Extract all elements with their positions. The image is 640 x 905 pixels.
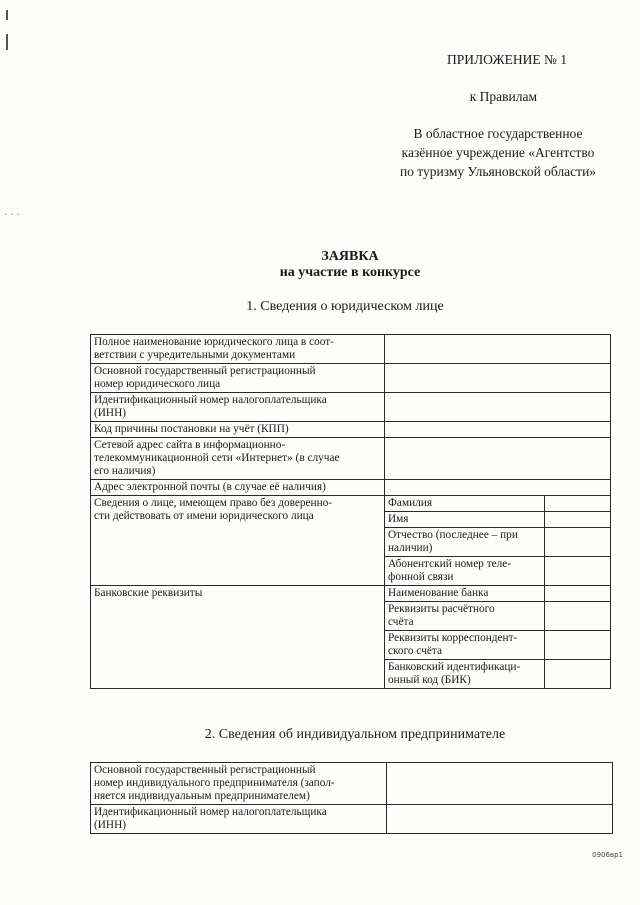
scan-dots: · · · <box>4 210 20 221</box>
table-row <box>91 496 611 512</box>
label-bik: Банковский идентификаци- онный код (БИК) <box>385 660 545 689</box>
label-bank-name: Наименование банка <box>385 586 545 602</box>
input-kpp[interactable] <box>385 422 611 438</box>
table-row <box>91 364 611 393</box>
table-row <box>91 335 611 364</box>
label-ogrnip: Основной государственный регистрационный номер индивидуального предпринимателя (запол- няется индивидуальным предпринимателем) <box>91 763 387 805</box>
input-name[interactable] <box>545 512 611 528</box>
table-row <box>91 393 611 422</box>
input-settlement-account[interactable] <box>545 602 611 631</box>
addressee-line-1: В областное государственное <box>413 126 583 141</box>
input-inn[interactable] <box>385 393 611 422</box>
label-bank: Банковские реквизиты <box>91 586 385 689</box>
label-settlement-account: Реквизиты расчётного счёта <box>385 602 545 631</box>
input-website[interactable] <box>385 438 611 480</box>
label-inn: Идентификационный номер налогоплательщика (ИНН) <box>91 393 385 422</box>
input-surname[interactable] <box>545 496 611 512</box>
input-email[interactable] <box>385 480 611 496</box>
label-representative: Сведения о лице, имеющем право без доверенно- сти действовать от имени юридического лица <box>91 496 385 586</box>
label-phone: Абонентский номер теле- фонной связи <box>385 557 545 586</box>
addressee <box>380 124 616 181</box>
label-name: Имя <box>385 512 545 528</box>
footer-code: 0906вр1 <box>592 851 623 859</box>
table-row <box>91 438 611 480</box>
legal-entity-table <box>90 334 611 689</box>
input-phone[interactable] <box>545 557 611 586</box>
input-ip-inn[interactable] <box>387 805 613 834</box>
document-subtitle: на участие в конкурсе <box>279 265 421 280</box>
table-row <box>91 480 611 496</box>
input-bik[interactable] <box>545 660 611 689</box>
addressee-line-3: по туризму Ульяновской области» <box>399 164 597 179</box>
scan-mark-top <box>6 10 8 20</box>
table-row <box>91 763 613 805</box>
label-correspondent-account: Реквизиты корреспондент- ского счёта <box>385 631 545 660</box>
section-1-heading: 1. Сведения о юридическом лице <box>246 299 444 314</box>
input-full-name[interactable] <box>385 335 611 364</box>
input-bank-name[interactable] <box>545 586 611 602</box>
scan-mark-upper <box>6 34 8 50</box>
label-website: Сетевой адрес сайта в информационно- телекоммуникационной сети «Интернет» (в случае его наличия) <box>91 438 385 480</box>
appendix-to-rules: к Правилам <box>469 89 537 104</box>
table-row <box>91 422 611 438</box>
input-ogrnip[interactable] <box>387 763 613 805</box>
appendix-number: ПРИЛОЖЕНИЕ № 1 <box>446 52 567 67</box>
label-ogrn: Основной государственный регистрационный номер юридического лица <box>91 364 385 393</box>
addressee-line-2: казённое учреждение «Агентство <box>401 145 595 160</box>
label-surname: Фамилия <box>385 496 545 512</box>
table-row <box>91 586 611 602</box>
document-title: ЗАЯВКА <box>321 249 379 264</box>
label-kpp: Код причины постановки на учёт (КПП) <box>91 422 385 438</box>
label-email: Адрес электронной почты (в случае её наличия) <box>91 480 385 496</box>
input-patronymic[interactable] <box>545 528 611 557</box>
table-row <box>91 805 613 834</box>
input-correspondent-account[interactable] <box>545 631 611 660</box>
entrepreneur-table <box>90 762 613 834</box>
section-2-heading: 2. Сведения об индивидуальном предпринимателе <box>204 727 506 742</box>
input-ogrn[interactable] <box>385 364 611 393</box>
label-patronymic: Отчество (последнее – при наличии) <box>385 528 545 557</box>
label-ip-inn: Идентификационный номер налогоплательщика (ИНН) <box>91 805 387 834</box>
label-full-name: Полное наименование юридического лица в соот- ветствии с учредительными документами <box>91 335 385 364</box>
